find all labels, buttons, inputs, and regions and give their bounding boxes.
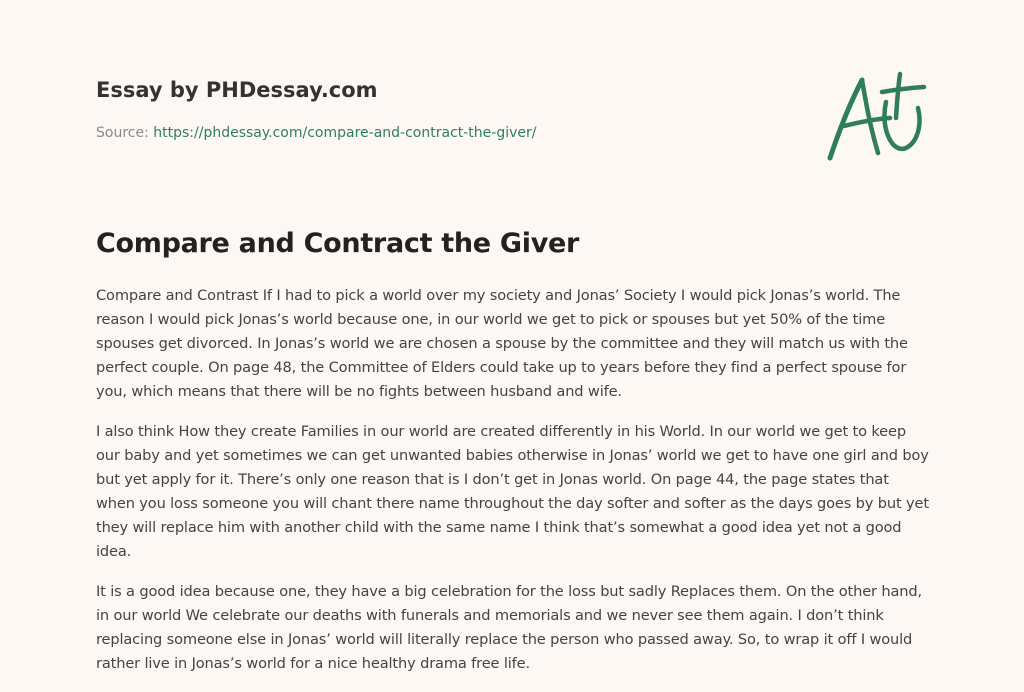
site-header	[96, 76, 796, 143]
source-label: Source:	[96, 125, 154, 141]
essay-title: Compare and Contract the Giver	[96, 228, 580, 259]
a-plus-grade-svg	[820, 68, 930, 168]
essay-paragraph: Compare and Contrast If I had to pick a world over my society and Jonas’ Society I would pick Jonas’s world. The reason I would pick Jonas’s world because one, in our world we get to pick or spouses but yet 50% of the time spouses get divorced. In Jonas’s world we are chosen a spouse by the committee and they will match us with the perfect couple. On page 48, the Committee of Elders could take up to years before they find a perfect spouse for you, which means that there will be no fights between husband and wife.	[96, 287, 908, 400]
site-title: Essay by PHDessay.com	[96, 78, 378, 102]
source-line	[96, 123, 796, 143]
essay-paragraph: I also think How they create Families in our world are created differently in his World. In our world we get to keep our baby and yet sometimes we can get unwanted babies otherwise in Jonas’ world we get to have one girl and boy but yet apply for it. There’s only one reason that is I don’t get in Jonas world. On page 44, the page states that when you loss someone you will chant there name throughout the day softer and softer as the days goes by but yet they will replace him with another child with the same name I think that’s somewhat a good idea yet not a good idea.	[96, 423, 929, 560]
source-link[interactable]: https://phdessay.com/compare-and-contract-the-giver/	[153, 125, 537, 141]
essay-content	[96, 226, 932, 692]
a-plus-grade-icon	[820, 68, 930, 168]
essay-paragraph: It is a good idea because one, they have a big celebration for the loss but sadly Replaces them. On the other hand, in our world We celebrate our deaths with funerals and memorials and we never see them again. I don’t think replacing someone else in Jonas’ world will literally replace the person who passed away. So, to wrap it off I would rather live in Jonas’s world for a nice healthy drama free life.	[96, 583, 922, 672]
